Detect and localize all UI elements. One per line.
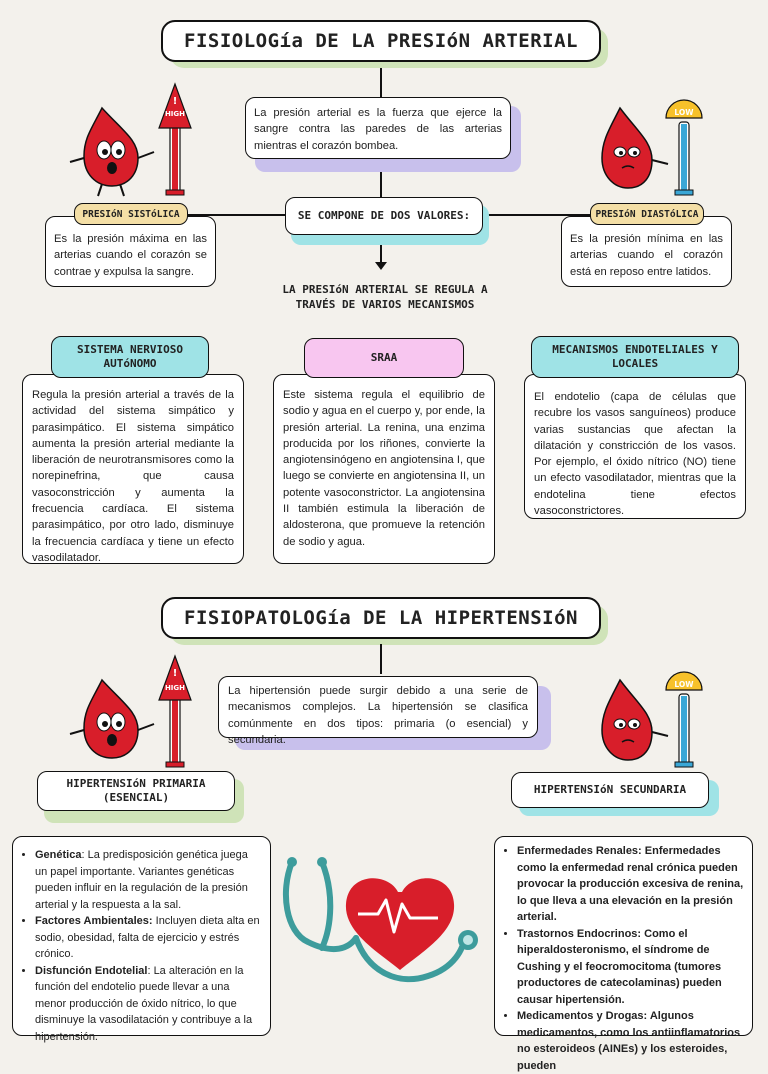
sna-text: Regula la presión arterial a través de la actividad del sistema simpático y parasimpático. El sistema simpático aumenta la presión arterial mediante la liberación de neurotransmisores como la norepinefrina, que causa vasoconstricción y aumenta la frecuencia cardíaca. El sistema parasimpático, por otro lado, disminuye la frecuencia cardíaca y tiene un efecto vasodilatador. <box>22 374 244 564</box>
arrow-down-icon <box>375 262 387 270</box>
stethoscope-heart-icon <box>278 852 484 992</box>
thermometer-low-icon <box>666 100 702 195</box>
thermometer-low-icon <box>666 672 702 767</box>
diastolica-label: PRESIóN DIASTóLICA <box>590 203 704 225</box>
primaria-title: HIPERTENSIóN PRIMARIA (ESENCIAL) <box>37 771 235 811</box>
svg-text:LOW: LOW <box>674 680 694 689</box>
primaria-item-text: : La alteración en la función del endotelio puede llevar a una menor producción de óxido nítrico, lo que disminuye la vasodilatación y contribuye a la hipertensión. <box>35 964 253 1043</box>
secundaria-list-item: • Trastornos Endocrinos: Como el hiperaldosteronismo, el síndrome de Cushing y el feocromocitoma (tumores productores de catecolaminas) pueden causar hipertensión. <box>517 926 744 1009</box>
section2-title: FISIOPATOLOGía DE LA HIPERTENSIóN <box>161 597 601 639</box>
blood-drop-high-gauge-illustration <box>62 80 202 200</box>
regula-caption: LA PRESIóN ARTERIAL SE REGULA A TRAVÉS DE VARIOS MECANISMOS <box>282 283 488 311</box>
thermometer-high-icon <box>159 84 191 195</box>
sna-title: SISTEMA NERVIOSO AUTóNOMO <box>51 336 209 378</box>
blood-drop-low-gauge-illustration <box>590 88 720 198</box>
secundaria-title: HIPERTENSIóN SECUNDARIA <box>511 772 709 808</box>
connector-line <box>380 68 382 98</box>
primaria-list <box>12 836 271 1043</box>
primaria-item-text: Incluyen dieta alta en sodio, obesidad, falta de ejercicio y estrés crónico. <box>35 915 260 960</box>
diastolica-text: Es la presión mínima en las arterias cuando el corazón está en reposo entre latidos. <box>561 216 732 287</box>
section1-title: FISIOLOGía DE LA PRESIóN ARTERIAL <box>161 20 601 62</box>
connector-line <box>380 644 382 674</box>
compone-label: SE COMPONE DE DOS VALORES: <box>285 197 483 235</box>
blood-drop-icon <box>70 108 154 196</box>
blood-drop-icon <box>70 680 154 758</box>
blood-drop-icon <box>602 108 668 188</box>
blood-drop-high-gauge-illustration <box>62 652 202 772</box>
thermometer-high-icon <box>159 656 191 767</box>
intro2-text: La hipertensión puede surgir debido a una serie de mecanismos complejos. La hipertensión se clasifica comúnmente en dos tipos: primaria (o esencial) y secundaria. <box>218 676 538 738</box>
primaria-list-item <box>35 847 260 913</box>
svg-text:!: ! <box>172 668 178 679</box>
primaria-list-item <box>35 963 260 1046</box>
primaria-item-term: Genética <box>35 849 82 861</box>
sraa-text: Este sistema regula el equilibrio de sodio y agua en el cuerpo y, por ende, la presión arterial. La renina, una enzima producida por los riñones, convierte la angiotensinógeno en angiotensina I, que luego se convierte en angiotensina II, un potente vasoconstrictor. La angiotensina II también estimula la liberación de aldosterona, que promueve la retención de sodio y agua. <box>273 374 495 564</box>
intro-text: La presión arterial es la fuerza que ejerce la sangre contra las paredes de las arterias mientras el corazón bombea. <box>245 97 511 159</box>
primaria-item-term: Disfunción Endotelial <box>35 964 148 977</box>
svg-text:LOW: LOW <box>674 108 694 117</box>
svg-text:HIGH: HIGH <box>164 110 186 118</box>
blood-drop-low-gauge-illustration <box>590 660 720 770</box>
svg-text:HIGH: HIGH <box>164 684 186 692</box>
sistolica-label: PRESIóN SISTóLICA <box>74 203 188 225</box>
secundaria-list-item: • Enfermedades Renales: Enfermedades como la enfermedad renal crónica pueden provocar la producción excesiva de renina, lo que lleva a una elevación en la presión arterial. <box>517 843 744 926</box>
endo-text: El endotelio (capa de células que recubre los vasos sanguíneos) produce varias sustancias que afectan la dilatación y constricción de los vasos. Por ejemplo, el óxido nítrico (NO) tiene un efecto vasodilatador, mientras que la endotelina tiene efectos vasoconstrictores. <box>524 374 746 519</box>
primaria-item-text: : La predisposición genética juega un papel importante. Variantes genéticas pueden influir en la regulación de la presión arterial y la respuesta a la sal. <box>35 849 248 911</box>
svg-text:!: ! <box>172 96 178 107</box>
secundaria-list-item: • Medicamentos y Drogas: Algunos medicamentos, como los antiinflamatorios no esteroideos (AINEs) y los esteroides, pueden <box>517 1008 744 1074</box>
sistolica-text: Es la presión máxima en las arterias cuando el corazón se contrae y expulsa la sangre. <box>45 216 216 287</box>
primaria-item-term: Factores Ambientales: <box>35 915 153 927</box>
endo-title: MECANISMOS ENDOTELIALES Y LOCALES <box>531 336 739 378</box>
blood-drop-icon <box>602 680 668 760</box>
primaria-list-item <box>35 913 260 963</box>
secundaria-list <box>494 836 753 1072</box>
sraa-title: SRAA <box>304 338 464 378</box>
